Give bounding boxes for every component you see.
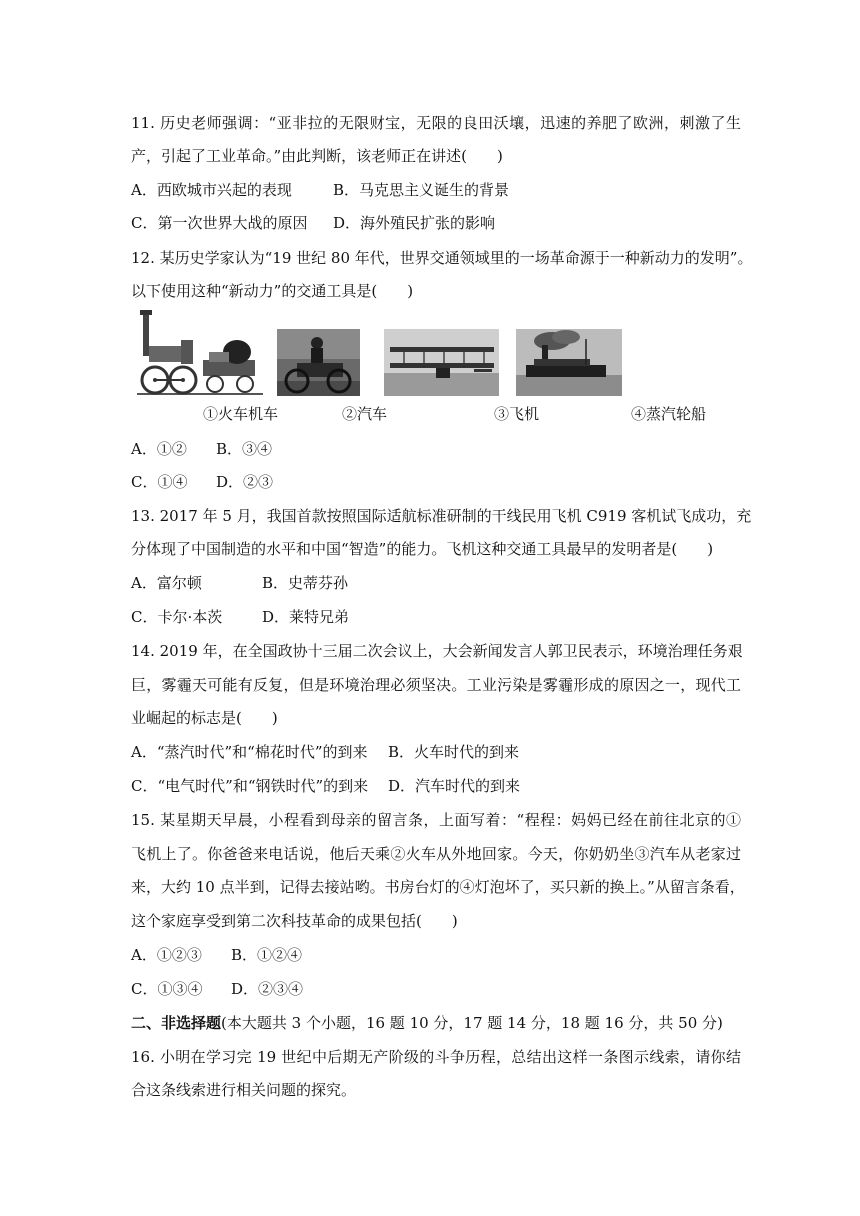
- q14-text-line-3: 业崛起的标志是( ): [131, 709, 278, 727]
- q14-option-c: C．“电气时代”和“钢铁时代”的到来: [131, 777, 369, 795]
- section-heading: [131, 1013, 741, 1033]
- q15-text-line-2: 飞机上了。你爸爸来电话说，他后天乘②火车从外地回家。今天，你奶奶坐③汽车从老家过: [131, 845, 741, 863]
- q12-option-c: C．①④: [131, 473, 188, 491]
- q13-option-c: C．卡尔·本茨: [131, 608, 223, 626]
- q15-text-line-1: 15. 某星期天早晨，小程看到母亲的留言条，上面写着：“程程：妈妈已经在前往北京的①: [131, 811, 741, 829]
- q12-option-a: A．①②: [131, 440, 187, 458]
- q12-text-line-1: 12. 某历史学家认为“19 世纪 80 年代，世界交通领域里的一场革命源于一种新动力的发明”。: [131, 249, 753, 267]
- steamship-picture: [516, 329, 622, 396]
- q13-option-d: D．莱特兄弟: [262, 608, 350, 626]
- q12-option-d: D．②③: [216, 473, 274, 491]
- airplane-picture: [384, 329, 499, 396]
- q11-option-b: B．马克思主义诞生的背景: [333, 181, 510, 199]
- caption-automobile: ②汽车: [342, 405, 388, 423]
- section-title: 二、非选择题: [131, 1014, 222, 1032]
- caption-airplane: ③飞机: [494, 405, 540, 423]
- q11-option-c: C．第一次世界大战的原因: [131, 214, 308, 232]
- caption-locomotive: ①火车机车: [203, 405, 279, 423]
- caption-steamship: ④蒸汽轮船: [631, 405, 707, 423]
- q15-option-a: A．①②③: [131, 946, 202, 964]
- q14-option-b: B．火车时代的到来: [388, 743, 520, 761]
- q14-option-a: A．“蒸汽时代”和“棉花时代”的到来: [131, 743, 368, 761]
- q11-option-a: A．西欧城市兴起的表现: [131, 181, 292, 199]
- q12-option-b: B．③④: [216, 440, 273, 458]
- q13-option-b: B．史蒂芬孙: [262, 574, 349, 592]
- q15-text-line-4: 这个家庭享受到第二次科技革命的成果包括( ): [131, 912, 458, 930]
- q14-option-d: D．汽车时代的到来: [388, 777, 521, 795]
- q14-text-line-1: 14. 2019 年，在全国政协十三届二次会议上，大会新闻发言人郭卫民表示，环境治理任务艰: [131, 642, 743, 660]
- q13-text-line-1: 13. 2017 年 5 月，我国首款按照国际适航标准研制的干线民用飞机 C919 客机试飞成功，充: [131, 507, 752, 525]
- q15-text-line-3: 来，大约 10 点半到，记得去接站哟。书房台灯的④灯泡坏了，买只新的换上。”从留言条看，: [131, 878, 745, 896]
- q11-text-line-2: 产，引起了工业革命。”由此判断，该老师正在讲述( ): [131, 147, 503, 165]
- q15-option-d: D．②③④: [231, 980, 304, 998]
- q15-option-c: C．①③④: [131, 980, 203, 998]
- q16-text-line-1: 16. 小明在学习完 19 世纪中后期无产阶级的斗争历程，总结出这样一条图示线索，请你结: [131, 1048, 741, 1066]
- q13-option-a: A．富尔顿: [131, 574, 202, 592]
- q11-text-line-1: 11. 历史老师强调：“亚非拉的无限财宝，无限的良田沃壤，迅速的养肥了欧洲，刺激了生: [131, 114, 741, 132]
- q15-option-b: B．①②④: [231, 946, 303, 964]
- q14-text-line-2: 巨，雾霾天可能有反复，但是环境治理必须坚决。工业污染是雾霾形成的原因之一，现代工: [131, 676, 741, 694]
- q16-text-line-2: 合这条线索进行相关问题的探究。: [131, 1081, 357, 1099]
- q12-text-line-2: 以下使用这种“新动力”的交通工具是( ): [131, 282, 414, 300]
- q13-text-line-2: 分体现了中国制造的水平和中国“智造”的能力。飞机这种交通工具最早的发明者是( ): [131, 540, 714, 558]
- automobile-picture: [277, 329, 360, 396]
- section-note: (本大题共 3 个小题，16 题 10 分，17 题 14 分，18 题 16 分，共 50 分): [221, 1014, 723, 1032]
- locomotive-picture: [131, 310, 266, 398]
- q11-option-d: D．海外殖民扩张的影响: [333, 214, 496, 232]
